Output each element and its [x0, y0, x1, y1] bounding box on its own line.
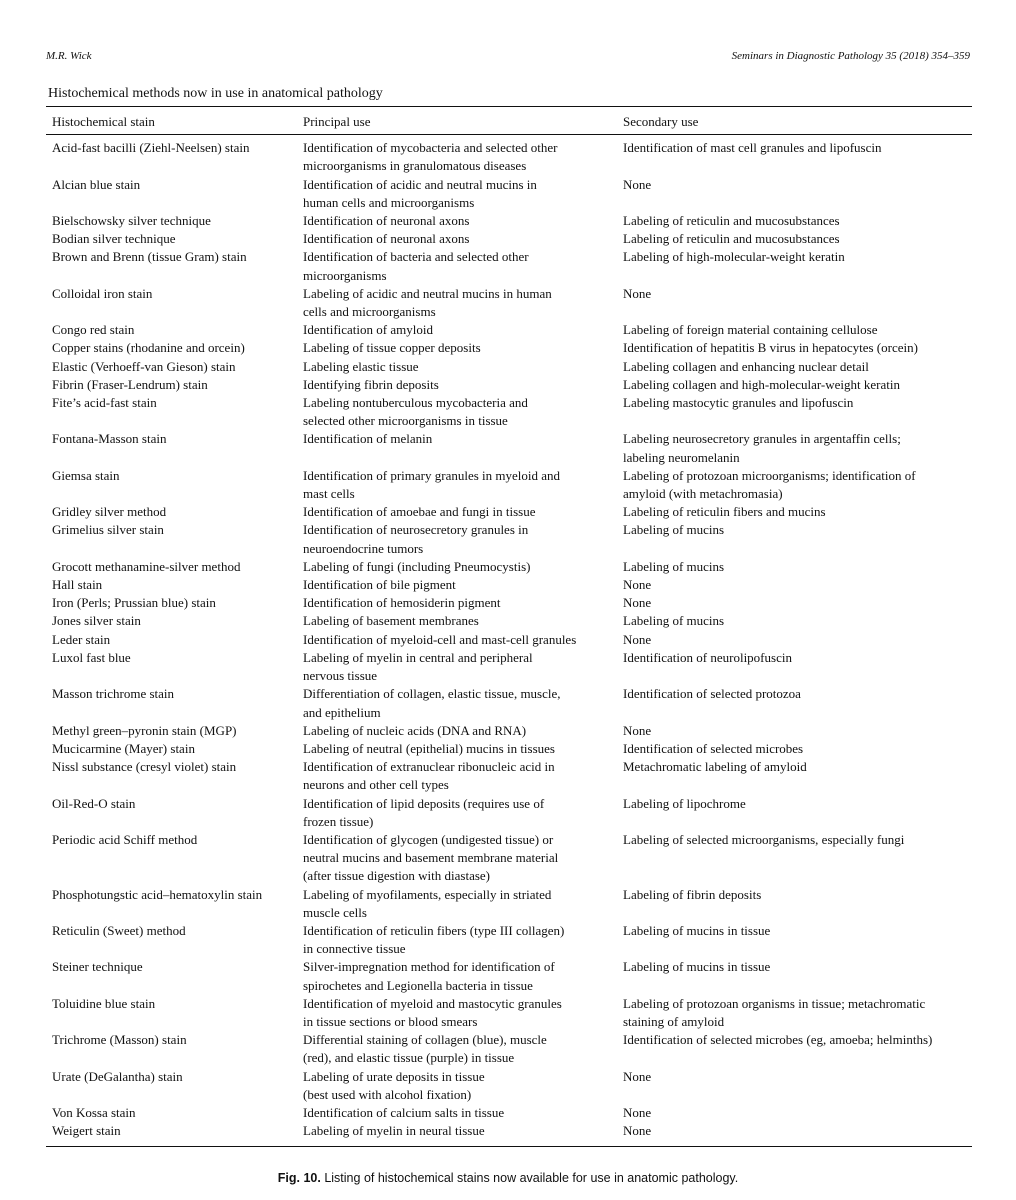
cell-stain: Elastic (Verhoeff-van Gieson) stain: [52, 358, 236, 374]
cell-secondary-use: Identification of neurolipofuscin: [623, 649, 792, 665]
cell-stain: Mucicarmine (Mayer) stain: [52, 740, 195, 756]
cell-stain: Fibrin (Fraser-Lendrum) stain: [52, 376, 208, 392]
caption-text: Listing of histochemical stains now available for use in anatomic pathology.: [320, 1171, 739, 1185]
cell-stain: Bielschowsky silver technique: [52, 213, 211, 229]
table-bottom-rule: [46, 1146, 972, 1147]
cell-secondary-use: Labeling of lipochrome: [623, 795, 746, 811]
cell-secondary-use: Identification of selected protozoa: [623, 686, 801, 702]
cell-principal-use: Identification of bile pigment: [303, 577, 456, 593]
cell-principal-use: Labeling of myelin in neural tissue: [303, 1123, 485, 1139]
cell-stain: Oil-Red-O stain: [52, 795, 136, 811]
header-histochemical-stain: Histochemical stain: [52, 114, 155, 129]
cell-secondary-use: Metachromatic labeling of amyloid: [623, 759, 807, 775]
cell-stain: Reticulin (Sweet) method: [52, 922, 186, 938]
cell-secondary-use: Labeling of fibrin deposits: [623, 886, 762, 902]
cell-principal-use: Identification of melanin: [303, 431, 433, 447]
cell-stain: Toluidine blue stain: [52, 995, 156, 1011]
caption-label: Fig. 10.: [277, 1171, 321, 1185]
table-row: [46, 594, 972, 612]
table-body: [46, 135, 972, 1140]
cell-stain: Grocott methanamine-silver method: [52, 558, 241, 574]
cell-principal-use: Labeling of myelin in central and peripheral nervous tissue: [303, 649, 533, 684]
cell-principal-use: Identification of bacteria and selected other microorganisms: [303, 249, 529, 283]
table-row: [46, 958, 972, 994]
cell-principal-use: Labeling of tissue copper deposits: [303, 340, 481, 356]
cell-secondary-use: Labeling of mucins: [623, 522, 725, 538]
cell-principal-use: Identification of neuronal axons: [303, 231, 470, 247]
table-row: [46, 503, 972, 521]
cell-principal-use: Identification of neuronal axons: [303, 213, 470, 229]
cell-principal-use: Identification of neurosecretory granules in neuroendocrine tumors: [303, 522, 529, 556]
cell-stain: Alcian blue stain: [52, 176, 141, 192]
cell-stain: Colloidal iron stain: [52, 285, 153, 301]
cell-secondary-use: Labeling of selected microorganisms, especially fungi: [623, 831, 905, 847]
table-row: [46, 795, 972, 831]
cell-principal-use: Identification of amoebae and fungi in tissue: [303, 504, 536, 520]
table-row: [46, 176, 972, 212]
running-head: [46, 50, 970, 62]
table-row: [46, 649, 972, 685]
table-row: [46, 631, 972, 649]
cell-secondary-use: Labeling of protozoan organisms in tissue; metachromatic staining of amyloid: [623, 995, 926, 1029]
header-secondary-use: Secondary use: [623, 114, 699, 129]
cell-secondary-use: Labeling of protozoan microorganisms; identification of amyloid (with metachromasia): [623, 467, 916, 502]
cell-stain: Phosphotungstic acid–hematoxylin stain: [52, 886, 263, 902]
cell-principal-use: Labeling of basement membranes: [303, 613, 479, 629]
cell-secondary-use: Labeling collagen and enhancing nuclear detail: [623, 358, 869, 374]
cell-principal-use: Labeling elastic tissue: [303, 358, 419, 374]
cell-principal-use: Labeling of acidic and neutral mucins in human cells and microorganisms: [303, 285, 552, 320]
table-row: [46, 467, 972, 503]
cell-stain: Masson trichrome stain: [52, 686, 175, 702]
cell-stain: Giemsa stain: [52, 467, 120, 483]
cell-principal-use: Differential staining of collagen (blue), muscle (red), and elastic tissue (purple) in tissue: [303, 1032, 547, 1066]
cell-stain: Jones silver stain: [52, 613, 141, 629]
cell-secondary-use: None: [623, 1068, 652, 1084]
table-row: [46, 685, 972, 721]
cell-principal-use: Identification of primary granules in myeloid and mast cells: [303, 467, 561, 502]
cell-stain: Weigert stain: [52, 1123, 121, 1139]
table-row: [46, 722, 972, 740]
table-row: [46, 430, 972, 466]
cell-secondary-use: None: [623, 176, 652, 192]
cell-stain: Bodian silver technique: [52, 231, 176, 247]
table-row: [46, 376, 972, 394]
cell-secondary-use: None: [623, 631, 652, 647]
figure-caption: [0, 1171, 1016, 1185]
table-row: [46, 521, 972, 557]
cell-principal-use: Identifying fibrin deposits: [303, 376, 439, 392]
cell-stain: Von Kossa stain: [52, 1104, 136, 1120]
cell-stain: Steiner technique: [52, 959, 143, 975]
cell-secondary-use: Labeling of reticulin and mucosubstances: [623, 213, 840, 229]
table-row: [46, 922, 972, 958]
table-row: [46, 212, 972, 230]
cell-principal-use: Labeling of neutral (epithelial) mucins in tissues: [303, 740, 555, 756]
cell-secondary-use: None: [623, 285, 652, 301]
table-row: [46, 248, 972, 284]
cell-principal-use: Identification of extranuclear ribonucleic acid in neurons and other cell types: [303, 759, 555, 793]
cell-secondary-use: Labeling of reticulin fibers and mucins: [623, 504, 826, 520]
cell-principal-use: Labeling of urate deposits in tissue (best used with alcohol fixation): [303, 1068, 485, 1102]
cell-stain: Fite’s acid-fast stain: [52, 395, 157, 411]
cell-principal-use: Identification of calcium salts in tissue: [303, 1104, 505, 1120]
cell-stain: Urate (DeGalantha) stain: [52, 1068, 183, 1084]
cell-stain: Periodic acid Schiff method: [52, 831, 198, 847]
table-row: [46, 886, 972, 922]
cell-principal-use: Differentiation of collagen, elastic tissue, muscle, and epithelium: [303, 686, 561, 720]
table-row: [46, 1104, 972, 1122]
cell-secondary-use: Labeling of mucins: [623, 613, 725, 629]
cell-principal-use: Identification of lipid deposits (requires use of frozen tissue): [303, 795, 545, 829]
cell-stain: Leder stain: [52, 631, 111, 647]
cell-stain: Gridley silver method: [52, 504, 167, 520]
cell-secondary-use: Labeling of mucins: [623, 558, 725, 574]
table-row: [46, 576, 972, 594]
cell-secondary-use: Labeling of foreign material containing cellulose: [623, 322, 878, 338]
cell-secondary-use: Labeling of mucins in tissue: [623, 922, 771, 938]
table-row: [46, 285, 972, 321]
cell-principal-use: Labeling nontuberculous mycobacteria and selected other microorganisms in tissue: [303, 395, 528, 429]
stains-table: [46, 106, 972, 1147]
cell-secondary-use: None: [623, 595, 652, 611]
cell-secondary-use: Identification of selected microbes (eg, amoeba; helminths): [623, 1032, 933, 1048]
table-row: [46, 230, 972, 248]
cell-stain: Trichrome (Masson) stain: [52, 1032, 187, 1048]
cell-secondary-use: Labeling of mucins in tissue: [623, 959, 771, 975]
table-row: [46, 995, 972, 1031]
cell-stain: Hall stain: [52, 577, 103, 593]
cell-principal-use: Identification of glycogen (undigested tissue) or neutral mucins and basement membrane material (after tissue digestion with diastase): [303, 831, 559, 884]
cell-stain: Fontana-Masson stain: [52, 431, 167, 447]
table-row: [46, 1031, 972, 1067]
cell-stain: Congo red stain: [52, 322, 135, 338]
cell-stain: Iron (Perls; Prussian blue) stain: [52, 595, 216, 611]
cell-secondary-use: Identification of mast cell granules and lipofuscin: [623, 140, 882, 156]
cell-principal-use: Identification of reticulin fibers (type III collagen) in connective tissue: [303, 922, 565, 957]
cell-principal-use: Identification of myeloid and mastocytic granules in tissue sections or blood smears: [303, 995, 562, 1029]
running-head-journal: Seminars in Diagnostic Pathology 35 (2018) 354–359: [731, 50, 970, 62]
cell-stain: Grimelius silver stain: [52, 522, 164, 538]
table-row: [46, 1122, 972, 1140]
cell-secondary-use: Labeling collagen and high-molecular-weight keratin: [623, 376, 900, 392]
table-row: [46, 612, 972, 630]
cell-secondary-use: Identification of selected microbes: [623, 740, 804, 756]
cell-secondary-use: Labeling neurosecretory granules in argentaffin cells; labeling neuromelanin: [623, 431, 901, 465]
cell-secondary-use: None: [623, 722, 652, 738]
table-row: [46, 139, 972, 175]
cell-principal-use: Identification of amyloid: [303, 322, 433, 338]
cell-secondary-use: None: [623, 1104, 652, 1120]
cell-principal-use: Identification of myeloid-cell and mast-cell granules: [303, 631, 577, 647]
header-principal-use: Principal use: [303, 114, 371, 129]
cell-secondary-use: Labeling of high-molecular-weight keratin: [623, 249, 845, 265]
cell-secondary-use: Identification of hepatitis B virus in hepatocytes (orcein): [623, 340, 918, 356]
table-header-row: [46, 107, 972, 134]
cell-secondary-use: None: [623, 577, 652, 593]
table-row: [46, 339, 972, 357]
table-row: [46, 558, 972, 576]
table-row: [46, 740, 972, 758]
table-row: [46, 831, 972, 886]
table-row: [46, 358, 972, 376]
cell-principal-use: Labeling of myofilaments, especially in striated muscle cells: [303, 886, 552, 920]
table-row: [46, 758, 972, 794]
cell-principal-use: Silver-impregnation method for identification of spirochetes and Legionella bacteria in tissue: [303, 959, 555, 993]
table-row: [46, 1068, 972, 1104]
cell-principal-use: Labeling of nucleic acids (DNA and RNA): [303, 722, 527, 738]
cell-principal-use: Identification of mycobacteria and selected other microorganisms in granulomatous diseases: [303, 140, 558, 174]
table-row: [46, 321, 972, 339]
cell-secondary-use: Labeling mastocytic granules and lipofuscin: [623, 395, 854, 411]
cell-stain: Luxol fast blue: [52, 649, 131, 665]
cell-principal-use: Labeling of fungi (including Pneumocystis): [303, 558, 531, 574]
cell-stain: Nissl substance (cresyl violet) stain: [52, 759, 237, 775]
cell-principal-use: Identification of acidic and neutral mucins in human cells and microorganisms: [303, 176, 537, 210]
running-head-author: M.R. Wick: [46, 50, 92, 62]
cell-stain: Methyl green–pyronin stain (MGP): [52, 722, 237, 738]
cell-secondary-use: Labeling of reticulin and mucosubstances: [623, 231, 840, 247]
cell-stain: Brown and Brenn (tissue Gram) stain: [52, 249, 247, 265]
table-title: Histochemical methods now in use in anatomical pathology: [48, 86, 383, 101]
cell-stain: Copper stains (rhodanine and orcein): [52, 340, 245, 356]
cell-secondary-use: None: [623, 1123, 652, 1139]
cell-principal-use: Identification of hemosiderin pigment: [303, 595, 501, 611]
table-row: [46, 394, 972, 430]
cell-stain: Acid-fast bacilli (Ziehl-Neelsen) stain: [52, 140, 250, 156]
